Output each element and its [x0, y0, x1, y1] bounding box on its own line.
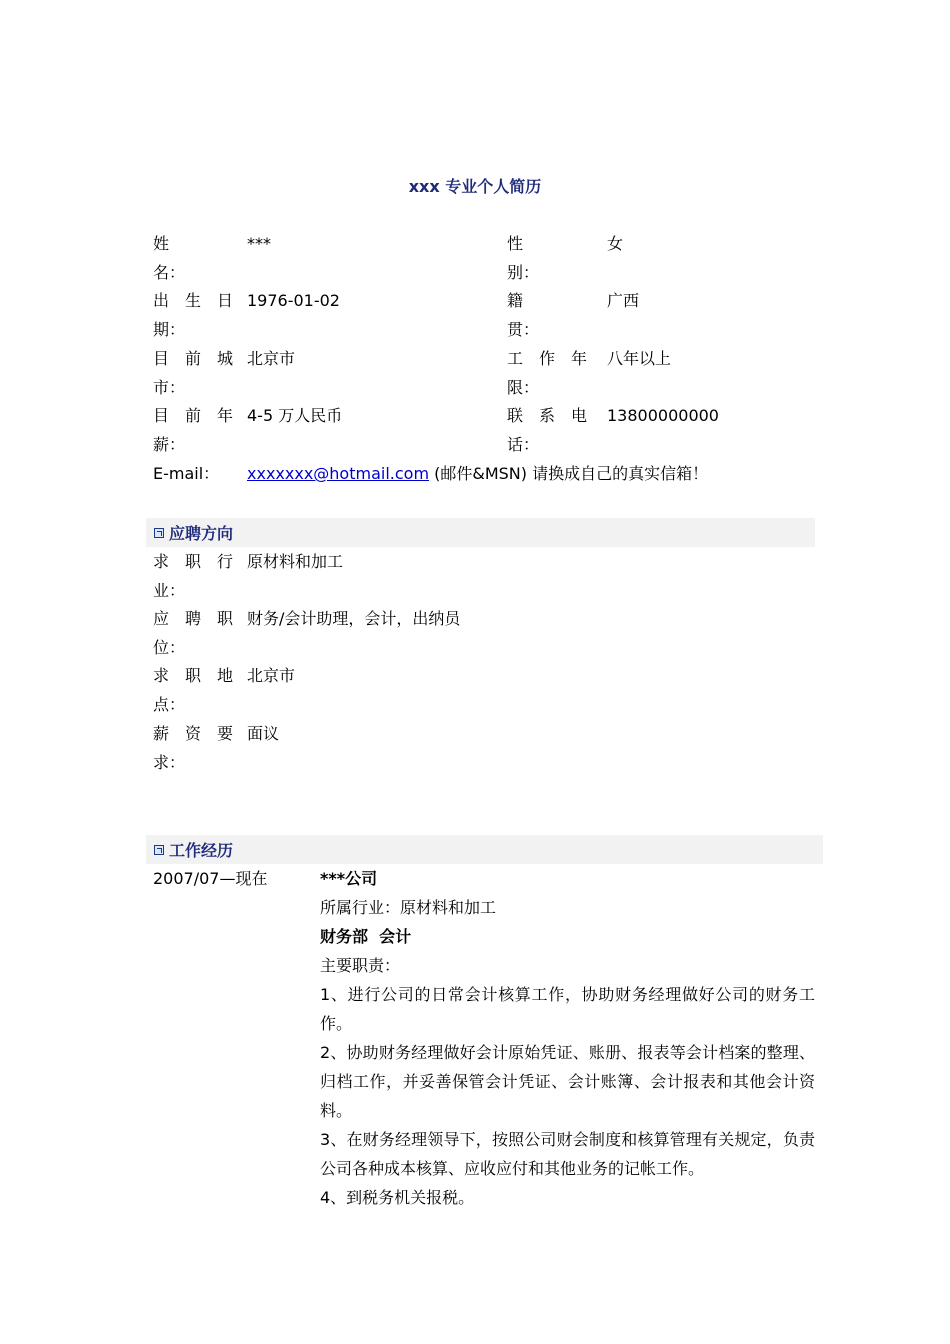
gender-label: 性 别： — [507, 234, 540, 282]
company-industry: 所属行业：原材料和加工 — [320, 898, 497, 917]
company-name: ***公司 — [320, 869, 378, 888]
industry-label: 求 职 行 业： — [153, 552, 233, 600]
phone-label: 联 系 电 话： — [507, 406, 587, 454]
years-label: 工 作 年 限： — [507, 349, 587, 397]
birth-label: 出 生 日 期： — [153, 291, 233, 339]
section-arrow-icon — [154, 845, 164, 855]
duty-item: 1、进行公司的日常会计核算工作，协助财务经理做好公司的财务工作。 — [320, 985, 815, 1033]
birth-value: 1976-01-02 — [247, 291, 340, 310]
city-value: 北京市 — [247, 349, 296, 368]
duty-item: 3、在财务经理领导下，按照公司财会制度和核算管理有关规定，负责公司各种成本核算、应收应付和其他业务的记帐工作。 — [320, 1130, 815, 1178]
experience-heading: 工作经历 — [169, 841, 234, 860]
city-label: 目 前 城 市： — [153, 349, 233, 397]
name-value: *** — [247, 234, 271, 253]
duty-item: 2、协助财务经理做好会计原始凭证、账册、报表等会计档案的整理、归档工作，并妥善保管会计凭证、会计账簿、会计报表和其他会计资料。 — [320, 1043, 815, 1120]
objective-heading: 应聘方向 — [169, 524, 234, 543]
experience-period: 2007/07—现在 — [153, 869, 268, 888]
origin-value: 广西 — [607, 291, 640, 310]
email-link[interactable]: xxxxxxx@hotmail.com — [247, 464, 430, 483]
salary-value: 4-5 万人民币 — [247, 406, 343, 425]
section-arrow-icon — [154, 528, 164, 538]
duty-item: 4、到税务机关报税。 — [320, 1188, 475, 1207]
email-label: E-mail： — [153, 464, 220, 483]
position-label: 应 聘 职 位： — [153, 609, 233, 657]
salary-label: 目 前 年 薪： — [153, 406, 233, 454]
location-value: 北京市 — [247, 666, 296, 685]
pay-label: 薪 资 要 求： — [153, 724, 233, 772]
position-value: 财务/会计助理，会计，出纳员 — [247, 609, 461, 628]
pay-value: 面议 — [247, 724, 280, 743]
location-label: 求 职 地 点： — [153, 666, 233, 714]
gender-value: 女 — [607, 234, 624, 253]
resume-title: xxx 专业个人简历 — [408, 177, 542, 196]
objective-section-header — [146, 518, 815, 547]
phone-value: 13800000000 — [607, 406, 719, 425]
years-value: 八年以上 — [607, 349, 672, 368]
experience-section-header — [146, 835, 823, 864]
email-line — [247, 459, 708, 488]
job-role: 财务部 会计 — [320, 927, 412, 946]
experience-details — [320, 864, 815, 1212]
name-label: 姓 名： — [153, 234, 186, 282]
origin-label: 籍 贯： — [507, 291, 540, 339]
industry-value: 原材料和加工 — [247, 552, 344, 571]
email-note: (邮件&MSN) 请换成自己的真实信箱！ — [429, 464, 709, 483]
duties-label: 主要职责： — [320, 956, 401, 975]
